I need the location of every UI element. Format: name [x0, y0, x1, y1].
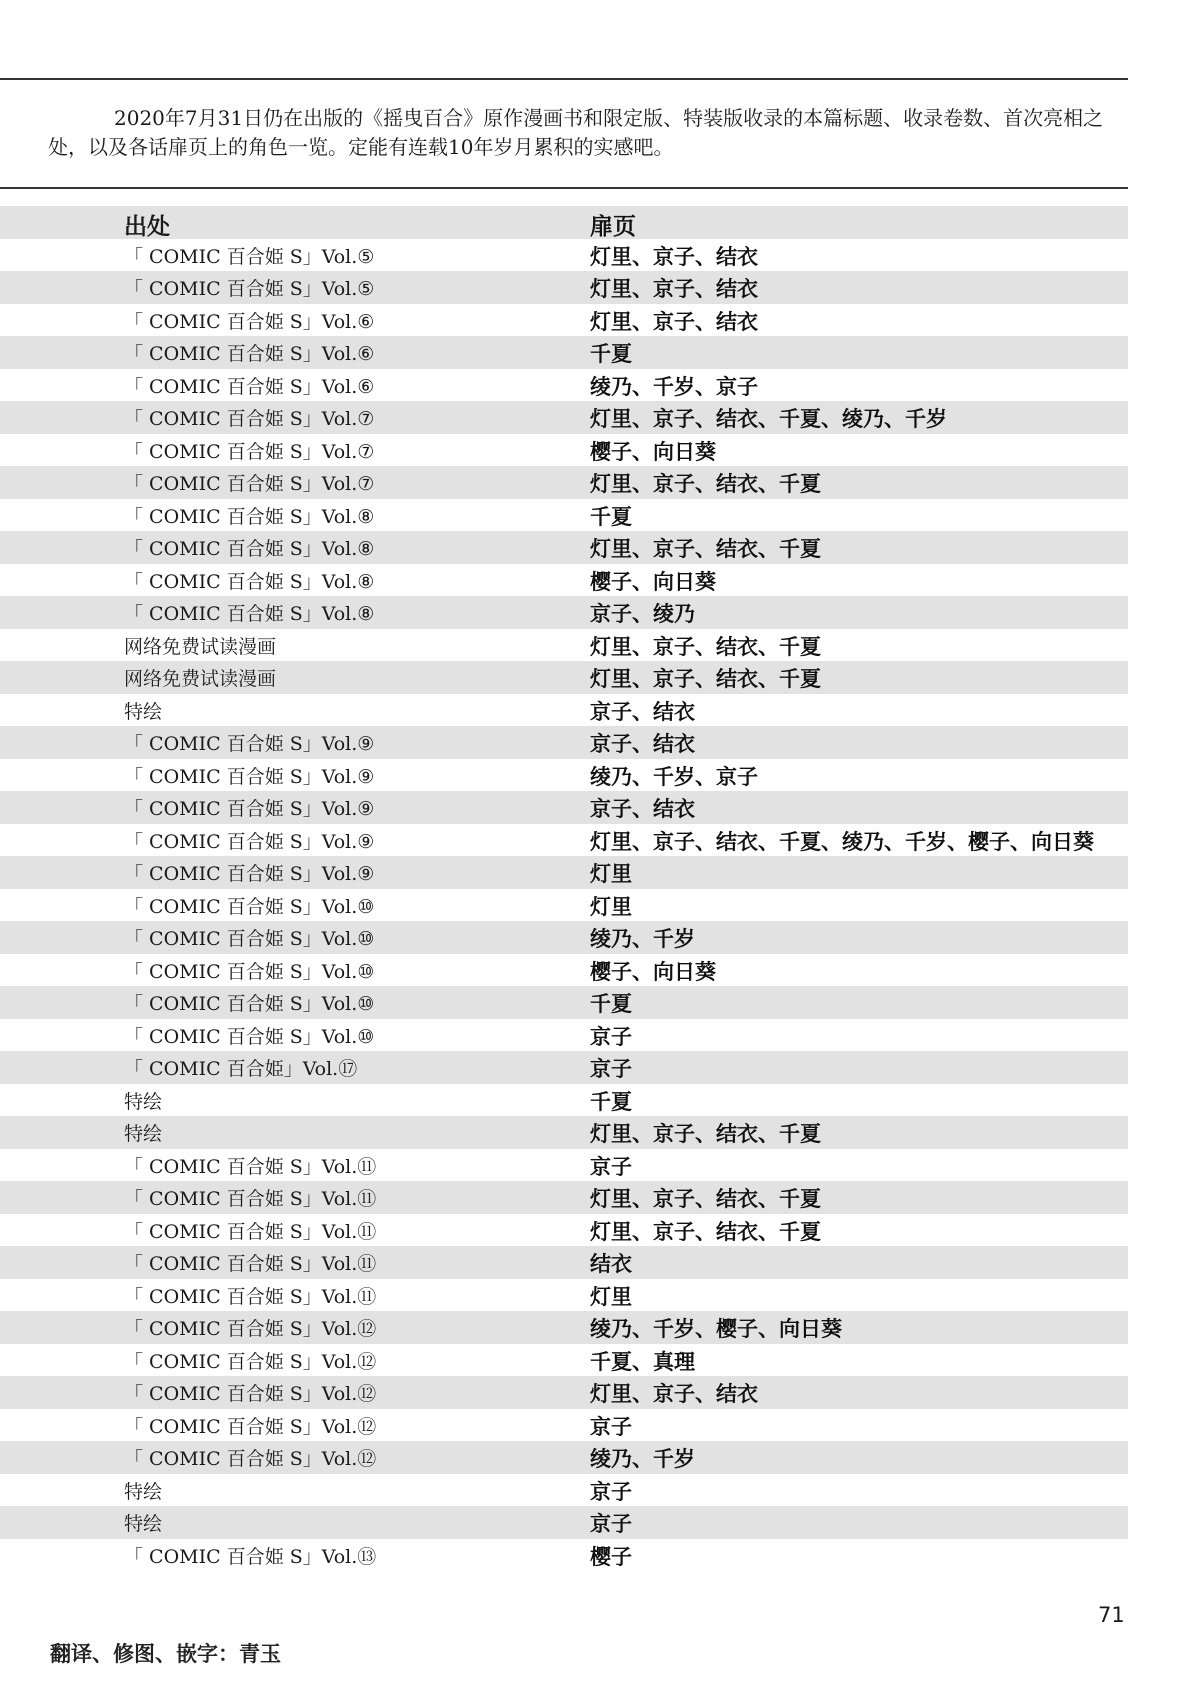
table-row	[0, 466, 1128, 499]
row-characters: 樱子、向日葵	[590, 569, 716, 594]
table-row	[0, 596, 1128, 629]
row-source: 特绘	[124, 700, 163, 723]
row-characters: 京子	[590, 1414, 632, 1439]
row-characters: 京子	[590, 1512, 632, 1536]
row-source: 「 COMIC 百合姫 S」Vol.⑩	[124, 1025, 375, 1048]
row-source: 「 COMIC 百合姫 S」Vol.⑨	[124, 863, 375, 885]
row-source: 「 COMIC 百合姫 S」Vol.⑧	[124, 538, 375, 560]
row-characters: 灯里、京子、结衣	[590, 1382, 758, 1406]
row-characters: 樱子、向日葵	[590, 959, 716, 984]
row-characters: 京子	[590, 1154, 632, 1179]
table-row	[0, 531, 1128, 564]
row-characters: 绫乃、千岁	[590, 927, 695, 951]
row-source: 「 COMIC 百合姫 S」Vol.⑦	[124, 408, 375, 430]
row-characters: 灯里	[590, 862, 632, 886]
table-row	[0, 1246, 1128, 1279]
table-row	[0, 239, 1128, 272]
row-characters: 灯里	[590, 894, 632, 919]
table-row	[0, 921, 1128, 954]
table-row	[0, 1539, 1128, 1572]
table-row	[0, 824, 1128, 857]
row-characters: 灯里、京子、结衣	[590, 309, 758, 334]
row-source: 「 COMIC 百合姫 S」Vol.⑦	[124, 440, 375, 463]
table-row	[0, 1279, 1128, 1312]
row-characters: 灯里、京子、结衣、千夏	[590, 667, 821, 691]
intro-paragraph: 2020年7月31日仍在出版的《摇曳百合》原作漫画书和限定版、特装版收录的本篇标题、收录卷数、首次亮相之处，以及各话扉页上的角色一览。定能有连载10年岁月累积的实感吧。	[48, 106, 1104, 159]
row-characters: 灯里、京子、结衣、千夏	[590, 1187, 821, 1211]
row-characters: 京子	[590, 1479, 632, 1504]
table-row	[0, 1311, 1128, 1344]
table-top-rule	[0, 187, 1128, 189]
table-row	[0, 856, 1128, 889]
row-source: 「 COMIC 百合姫 S」Vol.⑩	[124, 993, 375, 1015]
row-source: 「 COMIC 百合姫」Vol.⑰	[124, 1058, 358, 1080]
table-row	[0, 499, 1128, 532]
row-source: 「 COMIC 百合姫 S」Vol.⑫	[124, 1383, 377, 1405]
row-source: 「 COMIC 百合姫 S」Vol.⑤	[124, 278, 375, 300]
row-characters: 灯里、京子、结衣、千夏	[590, 472, 821, 496]
row-source: 「 COMIC 百合姫 S」Vol.⑨	[124, 830, 375, 853]
row-source: 「 COMIC 百合姫 S」Vol.⑧	[124, 570, 375, 593]
row-characters: 千夏	[590, 342, 632, 366]
row-characters: 灯里、京子、结衣、千夏	[590, 1219, 821, 1244]
row-characters: 灯里、京子、结衣、千夏、绫乃、千岁、樱子、向日葵	[590, 829, 1094, 854]
row-characters: 绫乃、千岁	[590, 1447, 695, 1471]
appearance-table	[0, 206, 1128, 1571]
row-source: 「 COMIC 百合姫 S」Vol.⑫	[124, 1448, 377, 1470]
table-row	[0, 1409, 1128, 1442]
table-row	[0, 889, 1128, 922]
table-row	[0, 1376, 1128, 1409]
row-characters: 京子、结衣	[590, 699, 695, 724]
row-source: 「 COMIC 百合姫 S」Vol.⑥	[124, 375, 375, 398]
table-row	[0, 369, 1128, 402]
row-characters: 千夏	[590, 504, 632, 529]
page-number: 71	[1098, 1603, 1125, 1627]
table-row	[0, 1506, 1128, 1539]
row-characters: 灯里、京子、结衣	[590, 277, 758, 301]
row-source: 「 COMIC 百合姫 S」Vol.⑫	[124, 1318, 377, 1340]
row-characters: 京子、结衣	[590, 797, 695, 821]
row-source: 「 COMIC 百合姫 S」Vol.⑧	[124, 603, 375, 625]
row-characters: 灯里、京子、结衣、千夏	[590, 537, 821, 561]
row-source: 「 COMIC 百合姫 S」Vol.⑬	[124, 1545, 377, 1568]
header-characters: 扉页	[590, 214, 636, 240]
table-row	[0, 629, 1128, 662]
row-characters: 千夏	[590, 992, 632, 1016]
table-row	[0, 1149, 1128, 1182]
table-row	[0, 434, 1128, 467]
row-source: 「 COMIC 百合姫 S」Vol.⑫	[124, 1415, 377, 1438]
row-characters: 千夏	[590, 1089, 632, 1114]
row-characters: 绫乃、千岁、樱子、向日葵	[590, 1317, 842, 1341]
translator-credit: 翻译、修图、嵌字：青玉	[50, 1642, 281, 1666]
table-row	[0, 1084, 1128, 1117]
table-row	[0, 694, 1128, 727]
row-source: 网络免费试读漫画	[124, 635, 277, 658]
row-source: 特绘	[124, 1090, 163, 1113]
row-characters: 结衣	[590, 1252, 632, 1276]
table-row	[0, 1116, 1128, 1149]
row-characters: 京子	[590, 1057, 632, 1081]
table-row	[0, 564, 1128, 597]
table-row	[0, 1019, 1128, 1052]
row-characters: 灯里、京子、结衣、千夏	[590, 634, 821, 659]
row-source: 「 COMIC 百合姫 S」Vol.⑨	[124, 733, 375, 755]
row-characters: 灯里、京子、结衣、千夏、绫乃、千岁	[590, 407, 947, 431]
row-source: 「 COMIC 百合姫 S」Vol.⑤	[124, 245, 375, 268]
table-row	[0, 401, 1128, 434]
row-characters: 灯里、京子、结衣、千夏	[590, 1122, 821, 1146]
row-characters: 樱子	[590, 1544, 632, 1569]
row-characters: 绫乃、千岁、京子	[590, 764, 758, 789]
table-row	[0, 1344, 1128, 1377]
row-characters: 京子、结衣	[590, 732, 695, 756]
table-row	[0, 759, 1128, 792]
table-row	[0, 1051, 1128, 1084]
row-source: 「 COMIC 百合姫 S」Vol.⑩	[124, 960, 375, 983]
row-source: 「 COMIC 百合姫 S」Vol.⑨	[124, 798, 375, 820]
row-source: 「 COMIC 百合姫 S」Vol.⑧	[124, 505, 375, 528]
table-row	[0, 1474, 1128, 1507]
header-source: 出处	[124, 214, 170, 240]
table-row	[0, 954, 1128, 987]
row-source: 特绘	[124, 1513, 163, 1535]
row-characters: 绫乃、千岁、京子	[590, 374, 758, 399]
table-row	[0, 726, 1128, 759]
row-source: 「 COMIC 百合姫 S」Vol.⑩	[124, 928, 375, 950]
table-row	[0, 986, 1128, 1019]
row-characters: 京子	[590, 1024, 632, 1049]
row-source: 「 COMIC 百合姫 S」Vol.⑥	[124, 343, 375, 365]
row-characters: 京子、绫乃	[590, 602, 695, 626]
table-row	[0, 661, 1128, 694]
row-characters: 灯里	[590, 1284, 632, 1309]
row-source: 「 COMIC 百合姫 S」Vol.⑨	[124, 765, 375, 788]
table-header-row	[0, 206, 1128, 239]
top-rule	[0, 78, 1128, 80]
table-row	[0, 304, 1128, 337]
table-row	[0, 336, 1128, 369]
table-row	[0, 1181, 1128, 1214]
row-source: 「 COMIC 百合姫 S」Vol.⑪	[124, 1188, 377, 1210]
row-source: 网络免费试读漫画	[124, 668, 277, 690]
row-characters: 灯里、京子、结衣	[590, 244, 758, 269]
row-characters: 樱子、向日葵	[590, 439, 716, 464]
table-row	[0, 271, 1128, 304]
row-source: 「 COMIC 百合姫 S」Vol.⑪	[124, 1285, 377, 1308]
row-source: 「 COMIC 百合姫 S」Vol.⑩	[124, 895, 375, 918]
row-source: 「 COMIC 百合姫 S」Vol.⑥	[124, 310, 375, 333]
row-source: 特绘	[124, 1480, 163, 1503]
row-source: 「 COMIC 百合姫 S」Vol.⑦	[124, 473, 375, 495]
row-source: 「 COMIC 百合姫 S」Vol.⑪	[124, 1220, 377, 1243]
row-characters: 千夏、真理	[590, 1349, 695, 1374]
table-row	[0, 1441, 1128, 1474]
table-row	[0, 791, 1128, 824]
row-source: 「 COMIC 百合姫 S」Vol.⑪	[124, 1155, 377, 1178]
table-row	[0, 1214, 1128, 1247]
row-source: 特绘	[124, 1123, 163, 1145]
row-source: 「 COMIC 百合姫 S」Vol.⑫	[124, 1350, 377, 1373]
row-source: 「 COMIC 百合姫 S」Vol.⑪	[124, 1253, 377, 1275]
